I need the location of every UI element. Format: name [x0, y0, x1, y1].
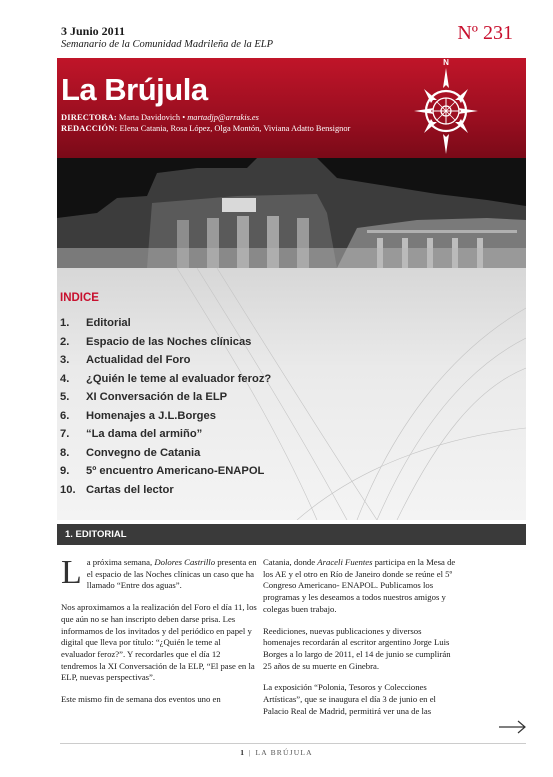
index-item[interactable]: 9. 5º encuentro Americano-ENAPOL [60, 465, 265, 477]
director-email[interactable]: martadjp@arrakis.es [187, 113, 259, 122]
section-title: 1. EDITORIAL [65, 529, 127, 540]
compass-north-label: N [443, 58, 449, 67]
index-item[interactable]: 4. ¿Quién le teme al evaluador feroz? [60, 372, 272, 385]
index-item[interactable]: 8. Convegno de Catania [60, 446, 201, 459]
page-number: 1 [240, 748, 244, 757]
footer-magazine-name: LA BRÚJULA [255, 748, 313, 757]
director-label: DIRECTORA: [61, 113, 117, 122]
index-item[interactable]: 10. Cartas del lector [60, 483, 174, 496]
director-name: Marta Davidovich [118, 113, 181, 122]
redaccion-line [61, 123, 350, 134]
issue-number: Nº 231 [457, 22, 513, 44]
publication-subtitle: Semanario de la Comunidad Madrileña de la ELP [61, 39, 274, 50]
footer-rule [60, 743, 526, 744]
author-name: Dolores Castrillo [154, 557, 216, 567]
drop-cap: L [61, 554, 82, 591]
redaccion-label: REDACCIÓN: [61, 124, 118, 133]
issue-date: 3 Junio 2011 [61, 24, 126, 38]
index-item[interactable]: 1. Editorial [60, 317, 131, 329]
index-item[interactable]: 2. Espacio de las Noches clínicas [60, 335, 252, 348]
article-paragraph: Este mismo fin de semana dos eventos uno en [61, 694, 221, 705]
magazine-title: La Brújula [61, 72, 208, 107]
article-paragraph: La próxima semana, Dolores Castrillo presenta en el espacio de las Noches clínicas un caso que ha llamado “Entre dos aguas”. [61, 554, 257, 591]
article-paragraph: Catania, donde Araceli Fuentes participa en la Mesa de los AE y el otro en Río de Janeiro donde se reúne el 5º Congreso Americano- ENAPOL. Publicamos los programas y les deseamos a todos nuestros amigos y colegas buen trabajo. [263, 557, 456, 614]
section-header [57, 524, 526, 545]
page-footer [0, 748, 553, 757]
staff-credits [61, 112, 350, 134]
article-paragraph: Nos aproximamos a la realización del Foro el día 11, los que aún no se han inscripto deben darse prisa. Les informamos de los invitados y del periódico en papel y digital que lleva por título: “¿Quién le teme al evaluador feroz?”. Y recordarles que el día 12 tendremos la XI Conversación de la ELP, “El pase en la ELP, nuevas perspectivas”. [61, 602, 257, 683]
footer-separator: | [249, 748, 251, 757]
redaccion-names: Elena Catania, Rosa López, Olga Montón, Viviana Adatto Bensignor [119, 124, 351, 133]
next-page-arrow-icon[interactable] [498, 720, 528, 734]
article-paragraph: Reediciones, nuevas publicaciones y diversos homenajes recordarán al escritor argentino Jorge Luis Borges a lo largo de 2011, el 14 de junio se cumplirán 25 años de su muerte en Ginebra. [263, 625, 451, 671]
palace-photo [57, 158, 526, 268]
index-item[interactable]: 7. “La dama del armiño” [60, 428, 203, 440]
director-line: DIRECTORA: Marta Davidovich • martadjp@arrakis.es [61, 113, 259, 122]
index-item[interactable]: 6. Homenajes a J.L.Borges [60, 409, 216, 422]
article-column-right [263, 557, 459, 727]
compass-rose-icon [411, 56, 481, 160]
article-paragraph: La exposición “Polonia, Tesoros y Colecciones Artísticas”, que se inaugura el día 3 de junio en el Palacio Real de Madrid, permitirá ver una de las [263, 682, 436, 716]
index-panel [57, 268, 526, 520]
article-column-left [61, 554, 257, 716]
header-meta [61, 24, 273, 51]
masthead [57, 58, 526, 158]
index-item[interactable]: 5. XI Conversación de la ELP [60, 391, 228, 403]
index-item[interactable]: 3. Actualidad del Foro [60, 354, 191, 366]
participant-name: Araceli Fuentes [317, 557, 373, 567]
index-list [60, 314, 271, 499]
index-title: INDICE [60, 292, 99, 304]
